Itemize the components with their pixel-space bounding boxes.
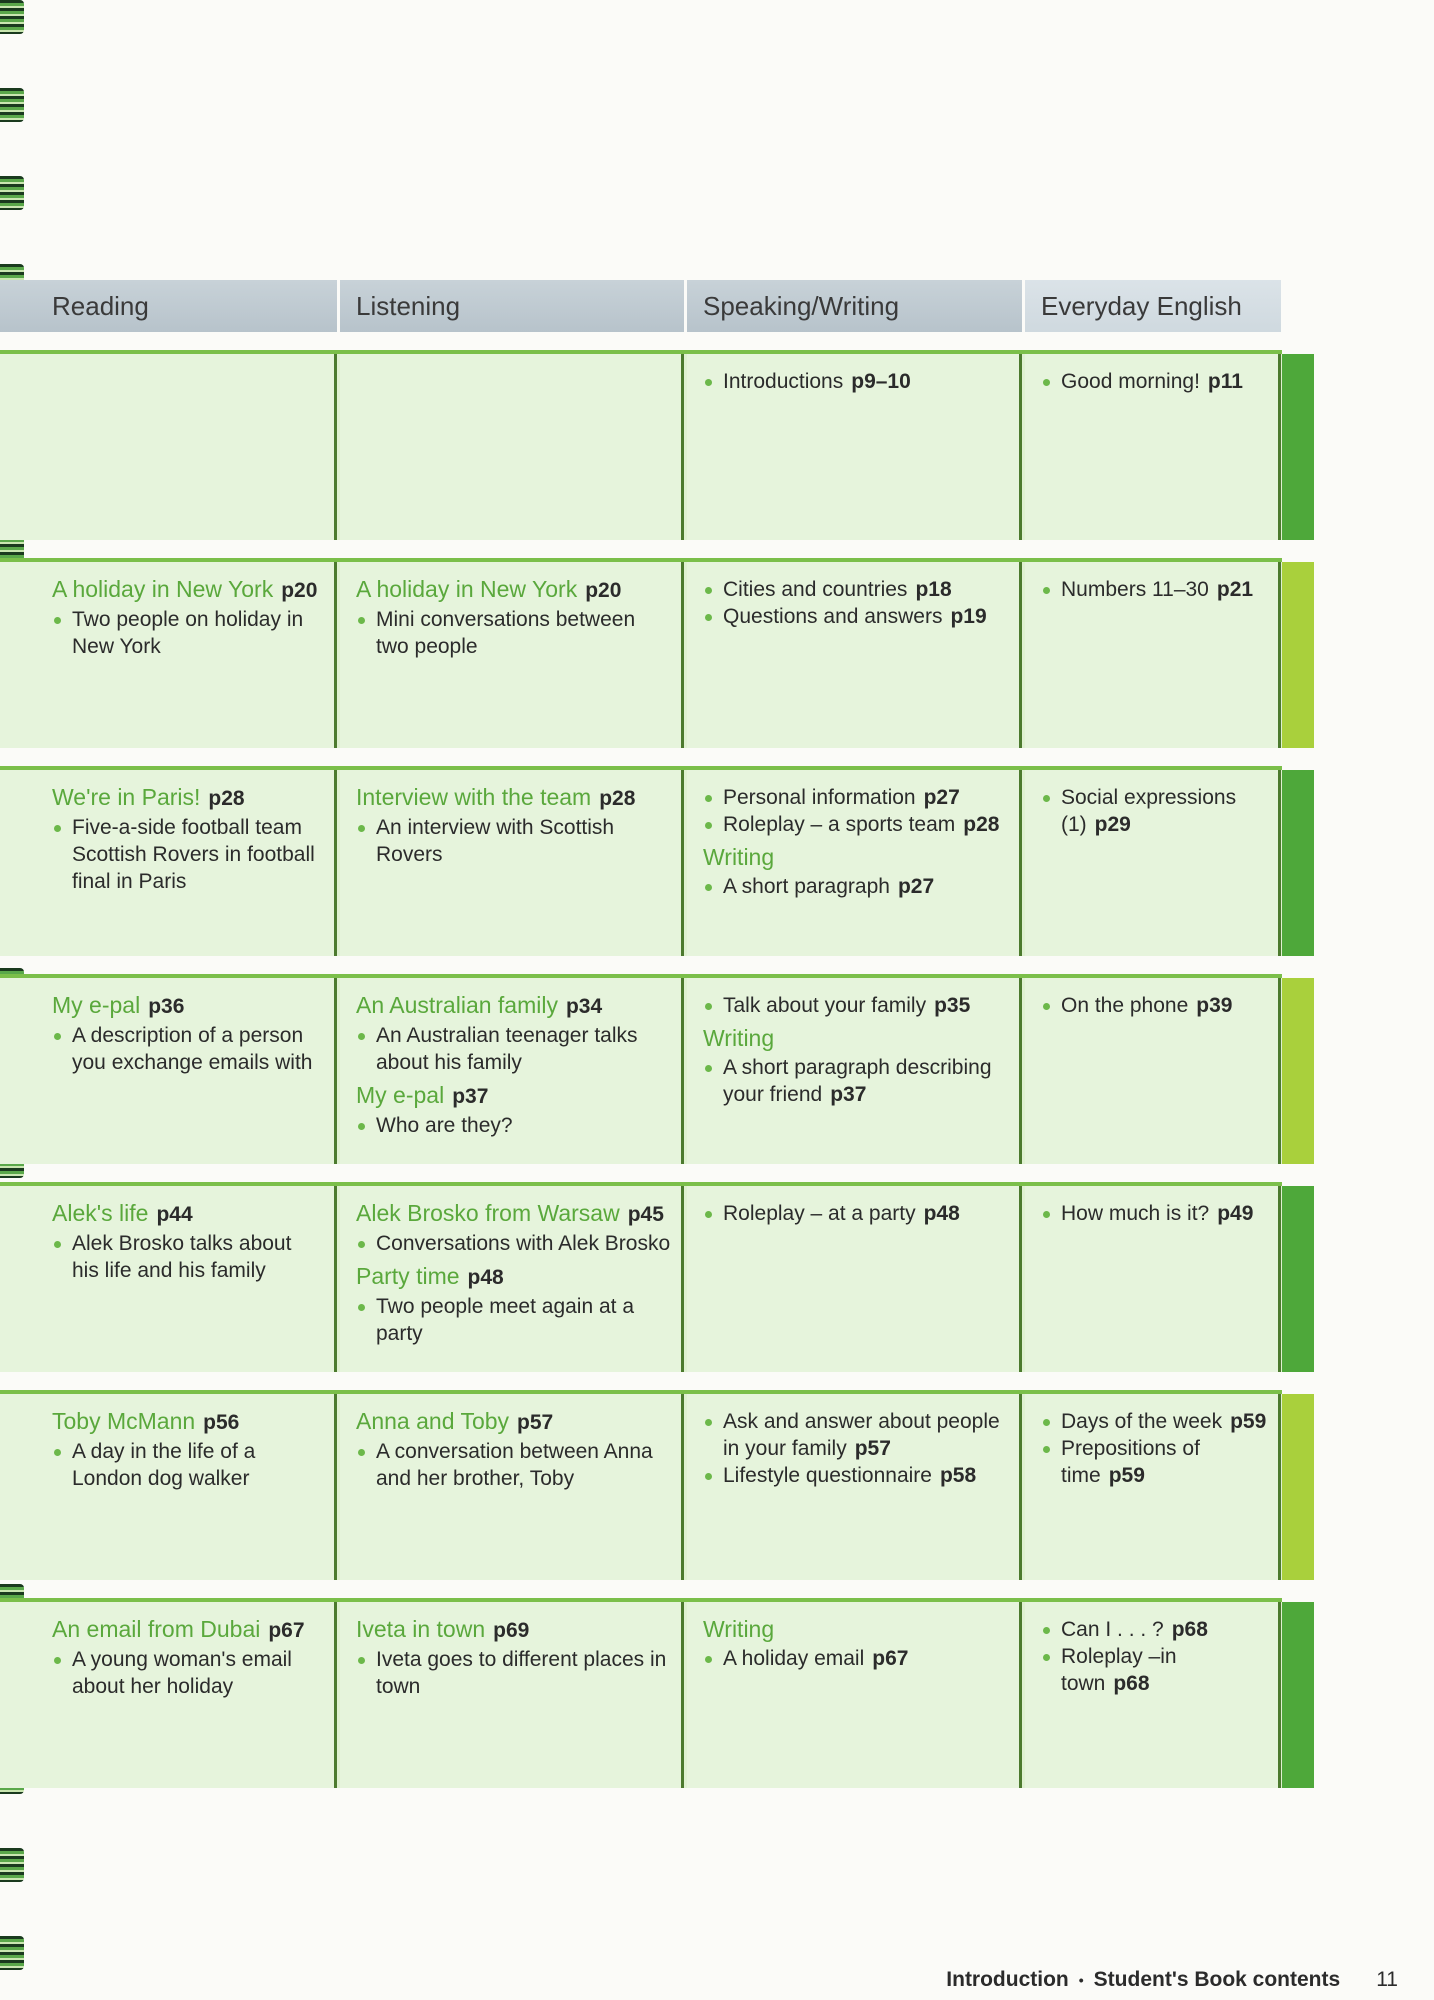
table-header <box>0 280 1282 332</box>
bullet-text: Numbers 11–30 <box>1061 578 1209 601</box>
bullet-text: Who are they? <box>376 1114 513 1137</box>
section-block <box>703 576 1009 630</box>
bullet-item <box>52 1646 324 1700</box>
page-ref: p21 <box>1216 578 1254 601</box>
page-ref: p28 <box>208 787 245 810</box>
table-row <box>0 766 1282 956</box>
section-title-text: An Australian family <box>356 992 558 1018</box>
section-title-text: We're in Paris! <box>52 784 201 810</box>
cell-reading <box>0 562 337 748</box>
section-block <box>52 1408 324 1492</box>
bullet-item <box>703 784 1009 811</box>
page-footer <box>946 1968 1398 1992</box>
cell-speaking <box>687 1394 1022 1580</box>
cell-reading <box>0 1394 337 1580</box>
bullet-item <box>52 814 324 895</box>
table-row <box>0 558 1282 748</box>
section-title <box>356 784 671 812</box>
page-ref: p58 <box>939 1464 977 1487</box>
page-ref: p27 <box>923 786 960 809</box>
bullet-text: How much is it? <box>1061 1202 1210 1225</box>
section-title-text: Writing <box>703 1025 775 1051</box>
cell-everyday <box>1025 562 1281 748</box>
section-block <box>1041 992 1268 1019</box>
cell-everyday <box>1025 354 1281 540</box>
section-block <box>1041 1200 1268 1227</box>
section-title-text: Alek's life <box>52 1200 149 1226</box>
column-header-reading: Reading <box>0 280 337 332</box>
section-title <box>52 784 324 812</box>
section-title <box>356 1200 671 1228</box>
section-block <box>1041 1616 1268 1697</box>
binding-ring <box>0 88 24 122</box>
cell-reading <box>0 1186 337 1372</box>
section-block <box>1041 576 1268 603</box>
bullet-text: Roleplay –in town <box>1061 1645 1177 1695</box>
page-ref: p67 <box>268 1619 305 1642</box>
section-title <box>356 1082 671 1110</box>
section-block <box>703 1200 1009 1227</box>
bullet-item <box>1041 1200 1268 1227</box>
cell-reading <box>0 1602 337 1788</box>
section-block <box>703 1616 1009 1672</box>
section-title-text: Interview with the team <box>356 784 592 810</box>
section-block <box>703 368 1009 395</box>
section-block <box>1041 368 1268 395</box>
section-block <box>52 992 324 1076</box>
bullet-item <box>52 1438 324 1492</box>
bullet-text: Roleplay – a sports team <box>723 813 956 836</box>
section-title <box>52 576 324 604</box>
bullet-item <box>1041 784 1268 838</box>
cell-listening <box>340 1186 684 1372</box>
table-row <box>0 1182 1282 1372</box>
cell-speaking <box>687 770 1022 956</box>
section-block <box>52 1200 324 1284</box>
cell-speaking <box>687 1602 1022 1788</box>
bullet-text: Days of the week <box>1061 1410 1223 1433</box>
footer-title: Student's Book contents <box>1093 1968 1341 1991</box>
unit-tab <box>1282 1602 1314 1788</box>
page-ref: p37 <box>452 1085 489 1108</box>
bullet-item <box>703 811 1009 838</box>
page-ref: p28 <box>599 787 636 810</box>
section-title-text: A holiday in New York <box>52 576 274 602</box>
page-ref: p11 <box>1207 370 1243 393</box>
bullet-item <box>356 1293 671 1347</box>
bullet-item <box>703 576 1009 603</box>
section-block <box>703 1025 1009 1108</box>
binding-ring <box>0 1848 24 1882</box>
unit-tab <box>1282 978 1314 1164</box>
bullet-item <box>1041 992 1268 1019</box>
section-title-text: Party time <box>356 1263 460 1289</box>
section-title <box>52 1616 324 1644</box>
column-header-speaking-writing: Speaking/Writing <box>687 280 1022 332</box>
cell-everyday <box>1025 1394 1281 1580</box>
page-ref: p19 <box>950 605 987 628</box>
section-block <box>356 1082 671 1139</box>
page-ref: p68 <box>1113 1672 1150 1695</box>
bullet-item <box>356 1438 671 1492</box>
section-block <box>703 784 1009 838</box>
bullet-item <box>1041 1616 1268 1643</box>
bullet-item <box>1041 1435 1268 1489</box>
unit-tab <box>1282 562 1314 748</box>
bullet-item <box>703 992 1009 1019</box>
bullet-item <box>356 1646 671 1700</box>
page-ref: p20 <box>585 579 622 602</box>
column-header-listening: Listening <box>340 280 684 332</box>
page-ref: p20 <box>281 579 318 602</box>
page-ref: p59 <box>1230 1410 1267 1433</box>
footer-section: Introduction <box>946 1968 1069 1991</box>
page-ref: p37 <box>830 1083 867 1106</box>
page-ref: p48 <box>923 1202 960 1225</box>
section-block <box>52 784 324 895</box>
page-ref: p34 <box>565 995 603 1018</box>
section-title-text: Writing <box>703 844 775 870</box>
section-title <box>52 992 324 1020</box>
section-block <box>356 1200 671 1257</box>
cell-speaking <box>687 562 1022 748</box>
binding-ring <box>0 176 24 210</box>
page-ref: p57 <box>854 1437 891 1460</box>
page-ref: p57 <box>517 1411 554 1434</box>
section-title <box>356 1616 671 1644</box>
bullet-text: A holiday email <box>723 1647 865 1670</box>
bullet-item <box>703 1054 1009 1108</box>
section-title-text: A holiday in New York <box>356 576 578 602</box>
page-ref: p48 <box>467 1266 504 1289</box>
cell-listening <box>340 562 684 748</box>
contents-table <box>0 280 1282 1788</box>
section-title-text: Writing <box>703 1616 775 1642</box>
bullet-text: Two people on holiday in New York <box>72 608 304 658</box>
cell-listening <box>340 770 684 956</box>
page-ref: p67 <box>872 1647 909 1670</box>
page-ref: p49 <box>1217 1202 1254 1225</box>
unit-tab <box>1282 354 1314 540</box>
column-header-everyday-english: Everyday English <box>1025 280 1281 332</box>
section-title <box>703 1025 1009 1052</box>
bullet-item <box>52 1230 324 1284</box>
bullet-text: Five-a-side football team Scottish Rovers in football final in Paris <box>72 816 315 893</box>
cell-everyday <box>1025 1602 1281 1788</box>
bullet-text: Iveta goes to different places in town <box>376 1648 667 1698</box>
bullet-item <box>703 1408 1009 1462</box>
bullet-item <box>703 1200 1009 1227</box>
bullet-text: An Australian teenager talks about his family <box>376 1024 638 1074</box>
table-row <box>0 974 1282 1164</box>
bullet-item <box>1041 368 1268 395</box>
bullet-item <box>356 814 671 868</box>
table-row <box>0 350 1282 540</box>
bullet-item <box>52 606 324 660</box>
section-title <box>703 1616 1009 1643</box>
section-title-text: Iveta in town <box>356 1616 486 1642</box>
bullet-item <box>703 1645 1009 1672</box>
bullet-text: A short paragraph describing your friend <box>723 1056 992 1106</box>
bullet-item <box>703 603 1009 630</box>
bullet-item <box>356 1022 671 1076</box>
bullet-text: Talk about your family <box>723 994 927 1017</box>
page-ref: p69 <box>493 1619 530 1642</box>
cell-everyday <box>1025 1186 1281 1372</box>
section-title <box>356 1263 671 1291</box>
page-number: 11 <box>1376 1968 1398 1991</box>
bullet-text: Roleplay – at a party <box>723 1202 916 1225</box>
bullet-text: Introductions <box>723 370 844 393</box>
unit-tab <box>1282 1394 1314 1580</box>
bullet-text: A young woman's email about her holiday <box>72 1648 292 1698</box>
page-ref: p35 <box>934 994 971 1017</box>
cell-speaking <box>687 1186 1022 1372</box>
bullet-text: Questions and answers <box>723 605 943 628</box>
section-title <box>52 1408 324 1436</box>
unit-tab <box>1282 770 1314 956</box>
footer-separator: • <box>1078 1972 1084 1988</box>
page-ref: p68 <box>1171 1618 1208 1641</box>
bullet-item <box>703 368 1009 395</box>
bullet-text: On the phone <box>1061 994 1189 1017</box>
bullet-item <box>356 606 671 660</box>
section-block <box>1041 1408 1268 1489</box>
bullet-text: Can I . . . ? <box>1061 1618 1164 1641</box>
cell-listening <box>340 1602 684 1788</box>
cell-reading <box>0 770 337 956</box>
section-title-text: Alek Brosko from Warsaw <box>356 1200 620 1226</box>
section-block <box>52 1616 324 1700</box>
section-title-text: My e-pal <box>356 1082 445 1108</box>
bullet-text: Conversations with Alek Brosko <box>376 1232 671 1255</box>
table-row <box>0 1598 1282 1788</box>
page-ref: p44 <box>156 1203 193 1226</box>
cell-speaking <box>687 354 1022 540</box>
section-title-text: Toby McMann <box>52 1408 196 1434</box>
page-ref: p27 <box>897 875 935 898</box>
page-ref: p59 <box>1108 1464 1145 1487</box>
page-ref: p36 <box>148 995 185 1018</box>
section-block <box>356 576 671 660</box>
bullet-text: Prepositions of time <box>1061 1437 1200 1487</box>
cell-reading <box>0 978 337 1164</box>
section-block <box>1041 784 1268 838</box>
bullet-text: Lifestyle questionnaire <box>723 1464 932 1487</box>
cell-everyday <box>1025 770 1281 956</box>
bullet-text: A conversation between Anna and her brother, Toby <box>376 1440 653 1490</box>
binding-ring <box>0 1936 24 1970</box>
section-title <box>356 992 671 1020</box>
cell-listening <box>340 978 684 1164</box>
unit-tab <box>1282 1186 1314 1372</box>
page-ref: p28 <box>963 813 1000 836</box>
bullet-text: Social expressions (1) <box>1061 786 1237 836</box>
bullet-text: An interview with Scottish Rovers <box>376 816 615 866</box>
bullet-item <box>1041 576 1268 603</box>
table-row <box>0 1390 1282 1580</box>
section-block <box>356 992 671 1076</box>
bullet-text: Good morning! <box>1061 370 1200 393</box>
section-title-text: Anna and Toby <box>356 1408 510 1434</box>
section-title <box>703 844 1009 871</box>
section-block <box>703 844 1009 900</box>
section-title <box>356 1408 671 1436</box>
bullet-text: A day in the life of a London dog walker <box>72 1440 256 1490</box>
page-ref: p39 <box>1196 994 1233 1017</box>
bullet-text: Personal information <box>723 786 916 809</box>
page-ref: p45 <box>627 1203 664 1226</box>
cell-everyday <box>1025 978 1281 1164</box>
bullet-text: Mini conversations between two people <box>376 608 636 658</box>
cell-listening <box>340 354 684 540</box>
bullet-item <box>356 1112 671 1139</box>
cell-listening <box>340 1394 684 1580</box>
bullet-text: Ask and answer about people in your family <box>723 1410 1000 1460</box>
bullet-text: A short paragraph <box>723 875 890 898</box>
page-ref: p29 <box>1094 813 1131 836</box>
bullet-text: A description of a person you exchange emails with <box>72 1024 313 1074</box>
cell-speaking <box>687 978 1022 1164</box>
section-block <box>356 784 671 868</box>
cell-reading <box>0 354 337 540</box>
bullet-text: Cities and countries <box>723 578 908 601</box>
section-title <box>356 576 671 604</box>
bullet-item <box>356 1230 671 1257</box>
section-block <box>52 576 324 660</box>
section-block <box>703 992 1009 1019</box>
page-ref: p9–10 <box>851 370 911 393</box>
section-title <box>52 1200 324 1228</box>
section-block <box>356 1616 671 1700</box>
section-block <box>356 1263 671 1347</box>
bullet-item <box>703 873 1009 900</box>
bullet-item <box>1041 1408 1268 1435</box>
binding-ring <box>0 0 24 34</box>
page-ref: p56 <box>203 1411 240 1434</box>
section-title-text: An email from Dubai <box>52 1616 261 1642</box>
bullet-item <box>1041 1643 1268 1697</box>
bullet-item <box>703 1462 1009 1489</box>
page-ref: p18 <box>915 578 952 601</box>
bullet-text: Two people meet again at a party <box>376 1295 635 1345</box>
section-block <box>356 1408 671 1492</box>
section-block <box>703 1408 1009 1489</box>
bullet-item <box>52 1022 324 1076</box>
bullet-text: Alek Brosko talks about his life and his family <box>72 1232 292 1282</box>
table-body <box>0 350 1282 1788</box>
section-title-text: My e-pal <box>52 992 141 1018</box>
